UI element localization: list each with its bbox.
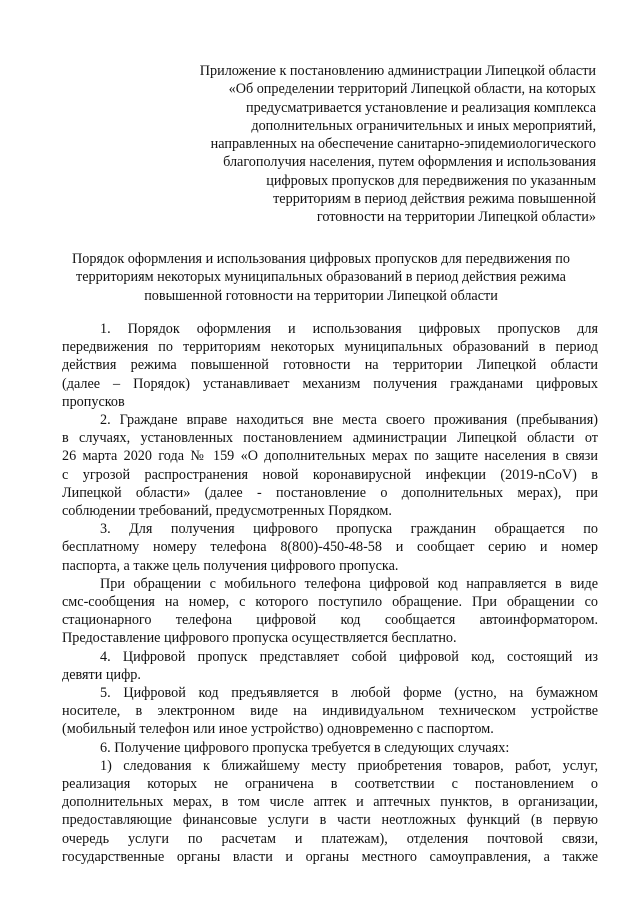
paragraph-8 (62, 757, 598, 866)
text-line: реализация которых не ограничена в соответствии с постановлением о (62, 776, 598, 793)
text-line: смс-сообщения на номер, с которого поступило обращение. При обращении со (62, 594, 598, 611)
paragraph-3 (62, 520, 598, 575)
text-line: передвижения по территориям некоторых муниципальных образований в период (62, 339, 598, 356)
title-line: территориям некоторых муниципальных образований в период действия режима (76, 269, 566, 286)
appendix-line: благополучия населения, путем оформления и использования (223, 154, 596, 171)
paragraph-2 (62, 411, 598, 520)
appendix-line: цифровых пропусков для передвижения по указанным (266, 172, 596, 189)
paragraph-5 (62, 648, 598, 684)
appendix-line: направленных на обеспечение санитарно-эпидемиологического (210, 136, 596, 153)
text-line: пропусков (62, 393, 125, 410)
text-line: девяти цифр. (62, 666, 141, 683)
text-line: (далее – Порядок) устанавливает механизм получения гражданами цифровых (62, 375, 598, 392)
text-line: бесплатному номеру телефона 8(800)-450-48-58 и сообщает серию и номер (62, 539, 598, 556)
text-line: стационарного телефона цифровой код сообщается автоинформатором. (62, 612, 598, 629)
title-line: повышенной готовности на территории Липецкой области (144, 287, 498, 304)
text-line: 1) следования к ближайшему месту приобретения товаров, работ, услуг, (100, 757, 598, 774)
paragraph-1 (62, 320, 598, 411)
text-line: предоставляющие финансовые услуги в части неотложных функций (в первую (62, 812, 598, 829)
appendix-line: «Об определении территорий Липецкой области, на которых (228, 81, 596, 98)
text-line: соблюдении требований, предусмотренных Порядком. (62, 503, 392, 520)
appendix-line: дополнительных ограничительных и иных мероприятий, (251, 117, 596, 134)
appendix-header (150, 62, 596, 227)
paragraph-6 (62, 684, 598, 739)
appendix-line: территориям в период действия режима повышенной (273, 191, 596, 208)
text-line: государственные органы власти и органы местного самоуправления, а также (62, 848, 598, 865)
appendix-line: предусматривается установление и реализация комплекса (246, 99, 596, 116)
text-line: Липецкой области» (далее - постановление о дополнительных мерах), при (62, 484, 598, 501)
text-line: Предоставление цифрового пропуска осуществляется бесплатно. (62, 630, 457, 647)
document-body (62, 320, 598, 866)
appendix-line: готовности на территории Липецкой области» (316, 209, 596, 226)
text-line: в случаях, установленных постановлением администрации Липецкой области от (62, 430, 598, 447)
text-line: 3. Для получения цифрового пропуска гражданин обращается по (100, 521, 598, 538)
text-line: При обращении с мобильного телефона цифровой код направляется в виде (100, 575, 598, 592)
text-line: очередь услуги по расчетам и платежам), отделения почтовой связи, (62, 830, 598, 847)
text-line: 4. Цифровой пропуск представляет собой цифровой код, состоящий из (100, 648, 598, 665)
text-line: носителе, в электронном виде на индивидуальном техническом устройстве (62, 703, 598, 720)
text-line: 1. Порядок оформления и использования цифровых пропусков для (100, 321, 598, 337)
text-line: 5. Цифровой код предъявляется в любой форме (устно, на бумажном (100, 685, 598, 702)
text-line: паспорта, а также цель получения цифрового пропуска. (62, 557, 399, 574)
text-line: действия режима повышенной готовности на территории Липецкой области (62, 357, 598, 374)
text-line: дополнительных мерах, в том числе аптек и аптечных пунктов, в организации, (62, 794, 598, 811)
text-line: с угрозой распространения новой коронавирусной инфекции (2019-nCoV) в (62, 466, 598, 483)
text-line: 6. Получение цифрового пропуска требуется в следующих случаях: (100, 739, 510, 756)
appendix-line: Приложение к постановлению администрации Липецкой области (199, 63, 596, 79)
text-line: 2. Граждане вправе находиться вне места своего проживания (пребывания) (100, 412, 598, 429)
title-line: Порядок оформления и использования цифровых пропусков для передвижения по (72, 251, 570, 267)
text-line: (мобильный телефон или иное устройство) одновременно с паспортом. (62, 721, 494, 738)
text-line: 26 марта 2020 года № 159 «О дополнительных мерах по защите населения в связи (62, 448, 598, 465)
document-title (56, 250, 586, 305)
paragraph-7 (62, 739, 598, 757)
paragraph-4 (62, 575, 598, 648)
